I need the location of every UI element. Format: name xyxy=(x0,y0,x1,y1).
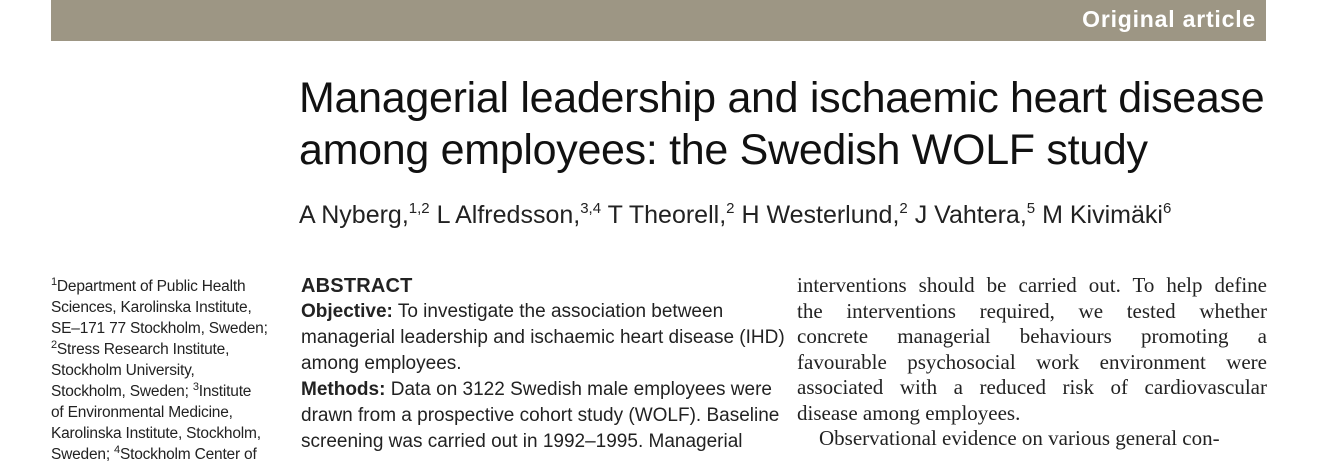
abstract-line: among employees. xyxy=(301,353,462,374)
author-affiliation-ref: 6 xyxy=(1162,200,1172,217)
abstract-line xyxy=(301,377,776,403)
article-type-label: Original article xyxy=(1082,6,1256,32)
author-affiliation-ref: 3,4 xyxy=(580,200,602,217)
article-type-banner xyxy=(51,0,1266,41)
affiliation-text: Stress Research Institute, xyxy=(56,341,230,358)
body-line: the interventions required, we tested whether xyxy=(797,298,1267,323)
abstract-line xyxy=(301,299,776,325)
affiliations-sidebar xyxy=(51,276,281,465)
affiliation-text: Department of Public Health xyxy=(56,278,246,295)
body-line: disease among employees. xyxy=(797,400,1021,425)
author-affiliation-ref: 2 xyxy=(726,200,735,217)
affiliation-text: Sweden; xyxy=(51,446,110,463)
affiliation-line xyxy=(51,276,281,297)
title-line: Managerial leadership and ischaemic heart disease xyxy=(299,74,1265,122)
affiliation-line xyxy=(51,339,281,360)
author-affiliation-ref: 5 xyxy=(1026,200,1036,217)
abstract-line: drawn from a prospective cohort study (WOLF). Baseline xyxy=(301,405,780,426)
objective-text: To investigate the association between xyxy=(397,301,724,322)
author-name: J Vahtera, xyxy=(914,201,1027,229)
body-line: interventions should be carried out. To help define xyxy=(797,273,1267,297)
author-affiliation-ref: 1,2 xyxy=(408,200,430,217)
methods-label: Methods: xyxy=(301,379,386,400)
article-title xyxy=(299,72,1265,176)
body-line: concrete managerial behaviours promoting a xyxy=(797,324,1267,348)
body-line: Observational evidence on various general con- xyxy=(819,426,1220,450)
affiliation-line: SE–171 77 Stockholm, Sweden; xyxy=(51,320,268,337)
author-name: L Alfredsson, xyxy=(436,201,581,229)
body-line: associated with a reduced risk of cardiovascular xyxy=(797,375,1267,399)
methods-text: Data on 3122 Swedish male employees were xyxy=(390,379,772,400)
author-name: T Theorell, xyxy=(607,201,727,229)
affiliation-line: Karolinska Institute, Stockholm, xyxy=(51,425,261,442)
author-name: H Westerlund, xyxy=(741,201,900,229)
affiliation-line xyxy=(51,381,281,402)
abstract-line: screening was carried out in 1992–1995. Managerial xyxy=(301,431,743,452)
affiliation-number: 4 xyxy=(114,444,120,456)
author-list xyxy=(299,201,1259,230)
abstract-heading: ABSTRACT xyxy=(301,275,413,297)
affiliation-line: Stockholm University, xyxy=(51,362,195,379)
abstract-section xyxy=(301,273,785,455)
affiliation-number: 3 xyxy=(192,381,199,393)
affiliation-number: 1 xyxy=(51,276,57,288)
author-name: M Kivimäki xyxy=(1042,201,1163,229)
title-line: among employees: the Swedish WOLF study xyxy=(299,126,1148,174)
body-text-column xyxy=(797,273,1267,452)
affiliation-number: 2 xyxy=(51,339,57,351)
author-name: A Nyberg, xyxy=(299,201,409,229)
affiliation-text: Stockholm Center of xyxy=(119,446,257,463)
abstract-line: managerial leadership and ischaemic heart disease (IHD) xyxy=(301,327,785,348)
affiliation-line: of Environmental Medicine, xyxy=(51,404,233,421)
body-line: favourable psychosocial work environment were xyxy=(797,349,1267,374)
objective-label: Objective: xyxy=(301,301,393,322)
affiliation-text: Institute xyxy=(198,383,252,400)
affiliation-text: Stockholm, Sweden; xyxy=(51,383,189,400)
author-affiliation-ref: 2 xyxy=(899,200,908,217)
affiliation-line: Sciences, Karolinska Institute, xyxy=(51,299,252,316)
affiliation-line xyxy=(51,444,281,465)
